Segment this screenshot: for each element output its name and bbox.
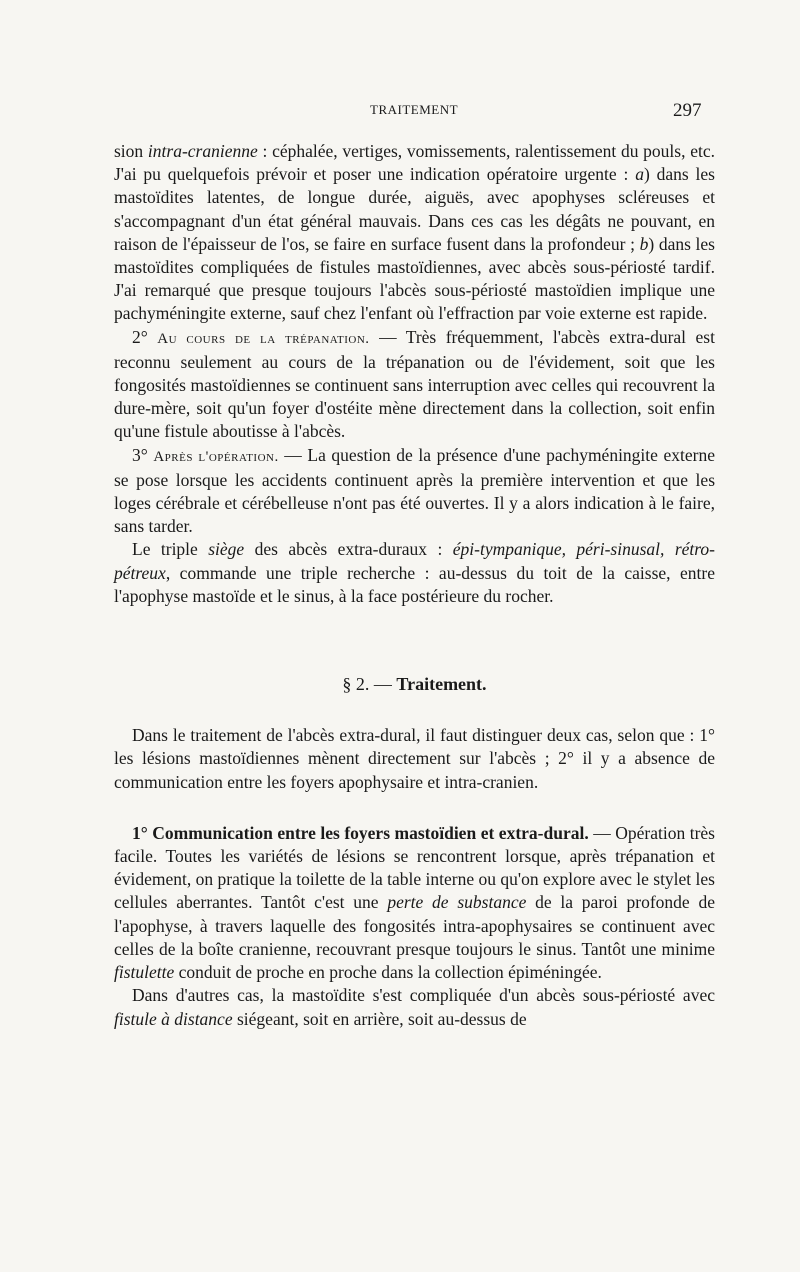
paragraph-communication: 1° Communication entre les foyers mastoïdien et extra-dural. — Opération très facile. Toutes les variétés de lésions se rencontrent lorsque, après trépanation et évidement, on pratique la toilette de la table interne ou qu'on explore avec le stylet les cellules aberrantes. Tantôt c'est une perte de substance de la paroi profonde de l'apophyse, à travers laquelle des fongosités intra-apophysaires se continuent avec celles de la boîte cranienne, recouvrant presque toujours le sinus. Tantôt une minime fistulette conduit de proche en proche dans la collection épiméningée. (114, 822, 715, 983)
subsection-heading: 1° Communication entre les foyers mastoïdien et extra-dural. (132, 822, 589, 843)
page-number: 297 (673, 100, 702, 121)
running-head: TRAITEMENT (370, 102, 459, 117)
paragraph-during-trepanation: 2° Au cours de la trépanation. — Très fréquemment, l'abcès extra-dural est reconnu seulement au cours de la trépanation ou de l'évidement, soit que les fongosités mastoïdiennes se continuent sans interruption avec celles qui recouvrent la dure-mère, soit qu'un foyer d'ostéite mène directement dans la collection, soit enfin qu'une fistule aboutisse à l'abcès. (114, 326, 715, 442)
section-heading: § 2. — Traitement. (342, 674, 487, 695)
page-body (114, 140, 715, 1031)
paragraph-treatment-intro: Dans le traitement de l'abcès extra-dural, il faut distinguer deux cas, selon que : 1° les lésions mastoïdiennes mènent directement sur l'abcès ; 2° il y a absence de communication entre les foyers apophysaire et intra-cranien. (114, 725, 715, 792)
paragraph-triple-site: Le triple siège des abcès extra-duraux : épi-tympanique, péri-sinusal, rétro-pétreux, commande une triple recherche : au-dessus du toit de la caisse, entre l'apophyse mastoïde et le sinus, à la face postérieure du rocher. (114, 539, 715, 606)
paragraph-after-operation: 3° Après l'opération. — La question de la présence d'une pachyméningite externe se pose lorsque les accidents continuent après la première intervention et que les loges cérébrale et cérébelleuse n'ont pas été ouvertes. Il y a alors indication à le faire, sans tarder. (114, 444, 716, 537)
paragraph-other-cases: Dans d'autres cas, la mastoïdite s'est compliquée d'un abcès sous-périosté avec fistule à distance siégeant, soit en arrière, soit au-dessus de (114, 985, 715, 1029)
paragraph-intra-cranial: sion intra-cranienne : céphalée, vertiges, vomissements, ralentissement du pouls, etc. J'ai pu quelquefois prévoir et poser une indication opératoire urgente : a) dans les mastoïdites latentes, de longue durée, aiguës, avec apophyses scléreuses et s'accompagnant d'un état général mauvais. Dans ces cas les dégâts ne pouvant, en raison de l'épaisseur de l'os, se faire en surface fusent dans la profondeur ; b) dans les mastoïdites compliquées de fistules mastoïdiennes, avec abcès sous-périosté tardif. J'ai remarqué que presque toujours l'abcès sous-périosté mastoïdien implique une pachyméningite externe, sauf chez l'enfant où l'effraction par voie externe est rapide. (114, 141, 715, 324)
page-header (0, 100, 800, 130)
